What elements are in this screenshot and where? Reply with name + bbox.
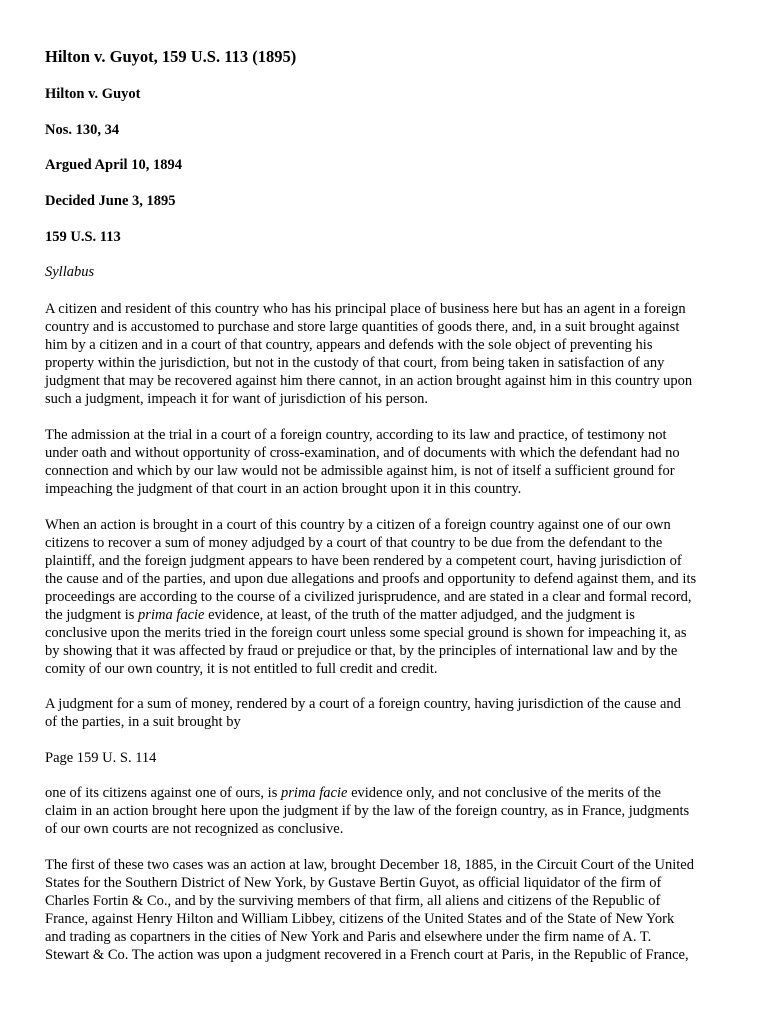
text-run: plaintiff, and the foreign judgment appears to have been rendered by a competent court, having jurisdiction of xyxy=(45,553,682,569)
case-name: Hilton v. Guyot xyxy=(45,86,141,102)
text-run: comity of our own country, it is not entitled to full credit and credit. xyxy=(45,661,438,677)
text-line xyxy=(45,928,725,946)
text-line xyxy=(45,910,725,928)
text-run: property within the jurisdiction, but not in the custody of that court, from being taken in satisfaction of any xyxy=(45,355,665,371)
text-line xyxy=(45,820,725,838)
paragraph-2 xyxy=(45,426,725,498)
text-run: and trading as copartners in the cities of New York and Paris and elsewhere under the firm name of A. T. xyxy=(45,929,652,945)
text-line xyxy=(45,336,725,354)
text-line xyxy=(45,318,725,336)
text-run: by showing that it was affected by fraud or prejudice or that, by the principles of international law and by the xyxy=(45,643,678,659)
text-line xyxy=(45,874,725,892)
text-line xyxy=(45,624,725,642)
text-run: of the parties, in a suit brought by xyxy=(45,714,241,730)
text-line xyxy=(45,354,725,372)
text-run: one of its citizens against one of ours, is xyxy=(45,785,281,801)
text-line xyxy=(45,946,725,964)
text-run: evidence, at least, of the truth of the matter adjudged, and the judgment is xyxy=(204,607,635,623)
text-run: under oath and without opportunity of cross-examination, and of documents with which the defendant had no xyxy=(45,445,680,461)
paragraph-6 xyxy=(45,856,725,964)
text-line xyxy=(45,534,725,552)
italic-term: prima facie xyxy=(280,785,348,801)
paragraph-5 xyxy=(45,784,725,838)
citation: 159 U.S. 113 xyxy=(45,229,121,245)
text-run: of our own courts are not recognized as conclusive. xyxy=(45,821,344,837)
text-line xyxy=(45,480,725,498)
text-line xyxy=(45,713,725,731)
text-run: France, against Henry Hilton and William Libbey, citizens of the United States and of the State of New York xyxy=(45,911,675,927)
decided-date: Decided June 3, 1895 xyxy=(45,193,176,209)
text-line xyxy=(45,462,725,480)
text-run: A judgment for a sum of money, rendered by a court of a foreign country, having jurisdiction of the cause and xyxy=(45,696,681,712)
page-reference: Page 159 U. S. 114 xyxy=(45,750,157,766)
text-run: evidence only, and not conclusive of the merits of the xyxy=(347,785,661,801)
text-line xyxy=(45,372,725,390)
text-line xyxy=(45,856,725,874)
text-run: proceedings are according to the course of a civilized jurisprudence, and are stated in a clear and formal record, xyxy=(45,589,692,605)
text-line xyxy=(45,516,725,534)
text-run: country and is accustomed to purchase and store large quantities of goods there, and, in a suit brought against xyxy=(45,319,680,335)
text-run: Charles Fortin & Co., and by the surviving members of that firm, all aliens and citizens of the Republic of xyxy=(45,893,661,909)
text-line xyxy=(45,570,725,588)
text-line xyxy=(45,802,725,820)
text-line xyxy=(45,606,725,624)
text-line xyxy=(45,390,725,408)
text-run: The admission at the trial in a court of a foreign country, according to its law and practice, of testimony not xyxy=(45,427,667,443)
text-run: judgment that may be recovered against him there cannot, in an action brought against him in this country upon xyxy=(45,373,693,389)
text-run: Stewart & Co. The action was upon a judgment recovered in a French court at Paris, in the Republic of France, xyxy=(45,947,689,963)
text-run: the cause and of the parties, and upon due allegations and proofs and opportunity to defend against them, and its xyxy=(45,571,697,587)
text-run: States for the Southern District of New York, by Gustave Bertin Guyot, as official liquidator of the firm of xyxy=(45,875,662,891)
text-run: citizens to recover a sum of money adjudged by a court of that country to be due from the defendant to the xyxy=(45,535,663,551)
text-line xyxy=(45,892,725,910)
document-title: Hilton v. Guyot, 159 U.S. 113 (1895) xyxy=(45,47,297,66)
text-run: When an action is brought in a court of this country by a citizen of a foreign country against one of our own xyxy=(45,517,671,533)
text-run: such a judgment, impeach it for want of jurisdiction of his person. xyxy=(45,391,428,407)
text-run: him by a citizen and in a court of that country, appears and defends with the sole object of preventing his xyxy=(45,337,653,353)
case-numbers: Nos. 130, 34 xyxy=(45,122,120,138)
paragraph-1 xyxy=(45,300,725,408)
text-run: the judgment is xyxy=(45,607,139,623)
syllabus-heading: Syllabus xyxy=(45,264,95,280)
text-line xyxy=(45,300,725,318)
italic-term: prima facie xyxy=(138,607,205,623)
text-line xyxy=(45,784,725,802)
text-line xyxy=(45,588,725,606)
paragraph-3 xyxy=(45,516,725,678)
text-run: A citizen and resident of this country who has his principal place of business here but has an agent in a foreign xyxy=(45,301,686,317)
text-line xyxy=(45,444,725,462)
paragraph-4 xyxy=(45,695,725,731)
text-run: connection and which by our law would not be admissible against him, is not of itself a sufficient ground for xyxy=(45,463,675,479)
text-line xyxy=(45,426,725,444)
text-line xyxy=(45,552,725,570)
text-run: impeaching the judgment of that court in an action brought upon it in this country. xyxy=(45,481,522,497)
text-line xyxy=(45,642,725,660)
text-run: The first of these two cases was an action at law, brought December 18, 1885, in the Circuit Court of the United xyxy=(45,857,694,873)
text-line xyxy=(45,660,725,678)
text-line xyxy=(45,695,725,713)
argued-date: Argued April 10, 1894 xyxy=(45,157,182,173)
text-run: claim in an action brought here upon the judgment if by the law of the foreign country, as in France, judgments xyxy=(45,803,690,819)
text-run: conclusive upon the merits tried in the foreign court unless some special ground is shown for impeaching it, as xyxy=(45,625,687,641)
